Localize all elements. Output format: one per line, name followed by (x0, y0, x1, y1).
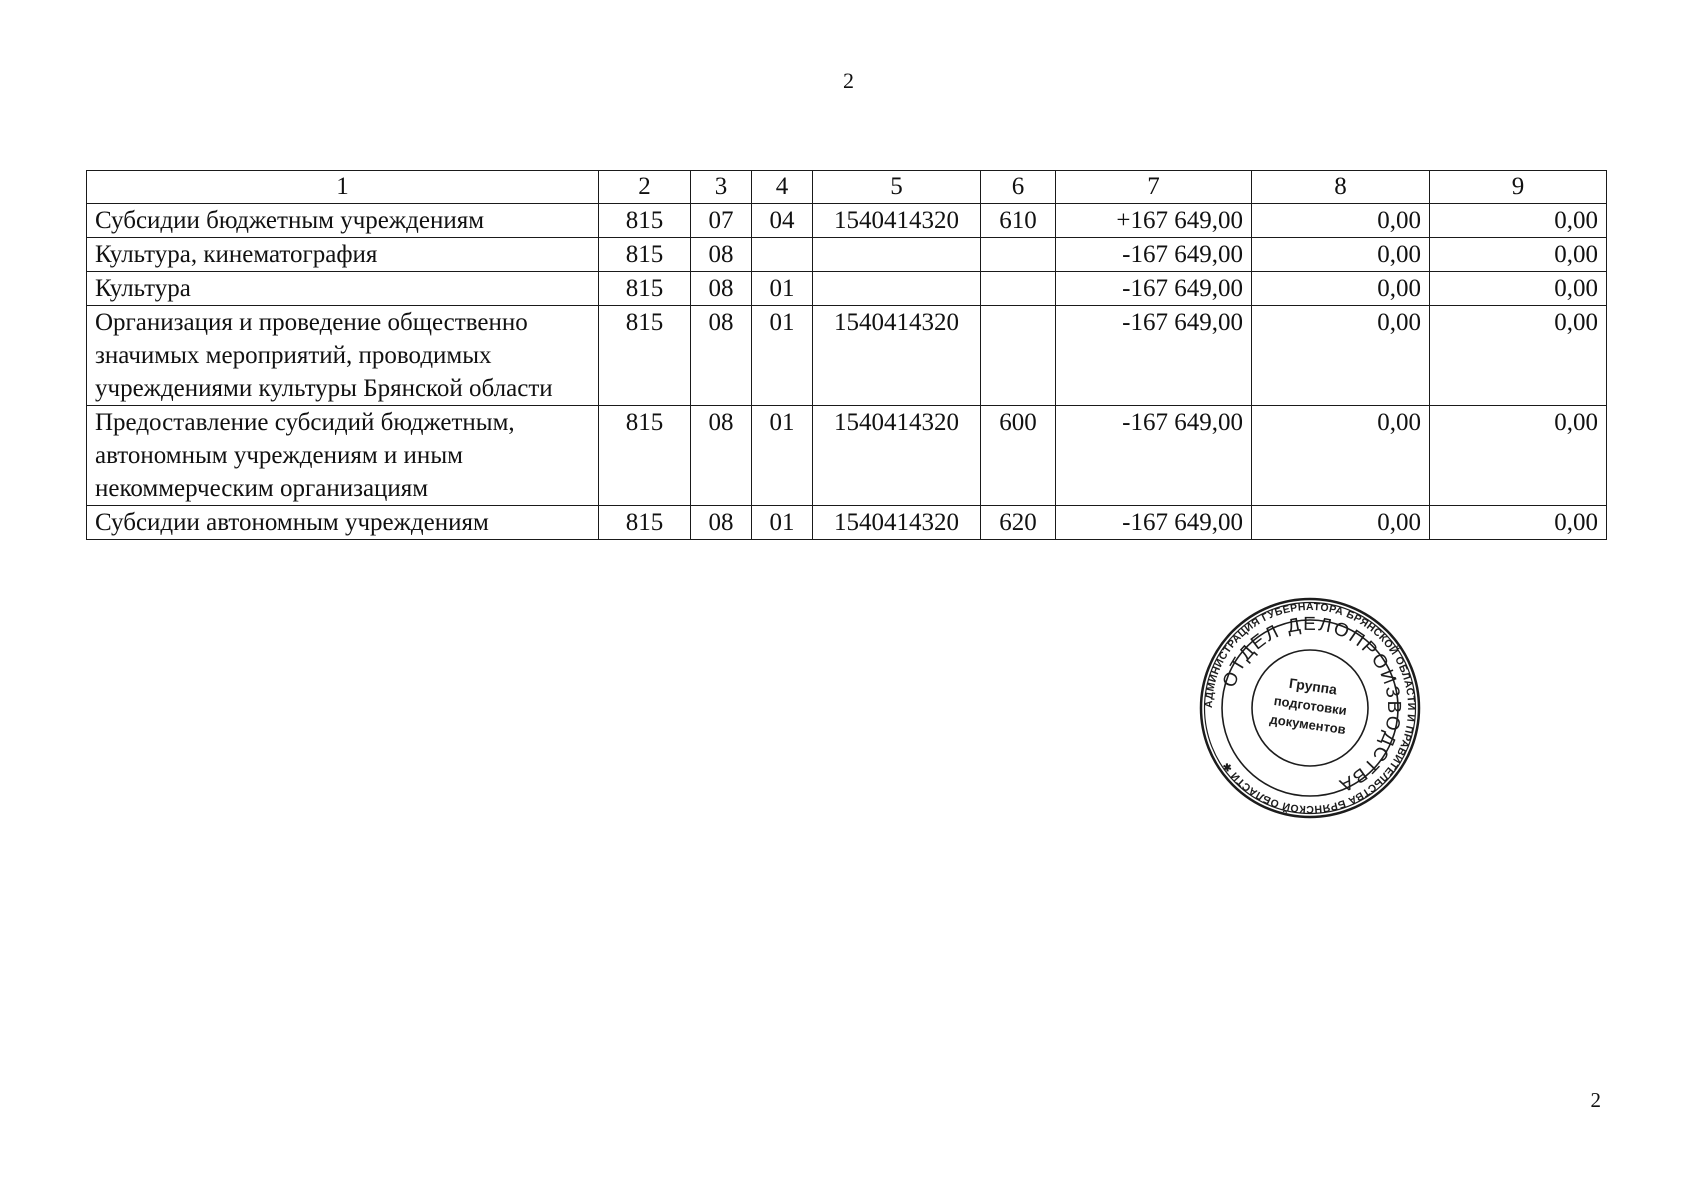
cell-col3: 08 (691, 406, 752, 506)
cell-col6 (981, 306, 1056, 406)
table-row (87, 272, 1607, 306)
cell-col5: 1540414320 (813, 506, 981, 540)
page-number-top: 2 (843, 68, 854, 93)
page-number-bottom: 2 (1590, 1088, 1601, 1112)
cell-col2: 815 (599, 306, 691, 406)
cell-col5 (813, 238, 981, 272)
stamp-center-line2: подготовки (1272, 692, 1348, 719)
header-cell: 7 (1056, 171, 1252, 204)
cell-col5: 1540414320 (813, 406, 981, 506)
header-cell: 6 (981, 171, 1056, 204)
header-cell: 2 (599, 171, 691, 204)
row-name: Субсидии бюджетным учреждениям (87, 204, 599, 238)
cell-col6 (981, 272, 1056, 306)
cell-col2: 815 (599, 238, 691, 272)
budget-table (86, 170, 1607, 540)
header-cell: 4 (752, 171, 813, 204)
cell-col5: 1540414320 (813, 204, 981, 238)
row-name: Организация и проведение общественно значимых мероприятий, проводимых учреждениями культуры Брянской области (87, 306, 599, 406)
cell-col8: 0,00 (1252, 506, 1430, 540)
header-cell: 5 (813, 171, 981, 204)
stamp-center-line3: документов (1268, 711, 1347, 738)
stamp-middle-text: ОТДЕЛ ДЕЛОПРОИЗВОДСТВА (1219, 613, 1405, 797)
cell-col9: 0,00 (1430, 272, 1607, 306)
table-row (87, 238, 1607, 272)
row-name: Субсидии автономным учреждениям (87, 506, 599, 540)
table-header-row (87, 171, 1607, 204)
cell-col9: 0,00 (1430, 406, 1607, 506)
cell-col9: 0,00 (1430, 238, 1607, 272)
cell-col8: 0,00 (1252, 306, 1430, 406)
stamp-outer-text: АДМИНИСТРАЦИЯ ГУБЕРНАТОРА БРЯНСКОЙ ОБЛАСТИ И ПРАВИТЕЛЬСТВА БРЯНСКОЙ ОБЛАСТИ ✱ (1202, 600, 1418, 816)
cell-col3: 08 (691, 238, 752, 272)
table-row (87, 306, 1607, 406)
header-cell: 9 (1430, 171, 1607, 204)
cell-col2: 815 (599, 272, 691, 306)
row-name: Предоставление субсидий бюджетным, автономным учреждениям и иным некоммерческим организациям (87, 406, 599, 506)
cell-col7: -167 649,00 (1056, 406, 1252, 506)
cell-col9: 0,00 (1430, 306, 1607, 406)
cell-col4 (752, 238, 813, 272)
cell-col7: +167 649,00 (1056, 204, 1252, 238)
cell-col6 (981, 238, 1056, 272)
cell-col5 (813, 272, 981, 306)
table-row (87, 406, 1607, 506)
cell-col3: 07 (691, 204, 752, 238)
cell-col3: 08 (691, 506, 752, 540)
cell-col4: 01 (752, 272, 813, 306)
header-cell: 8 (1252, 171, 1430, 204)
row-name: Культура, кинематография (87, 238, 599, 272)
cell-col4: 04 (752, 204, 813, 238)
cell-col2: 815 (599, 406, 691, 506)
cell-col9: 0,00 (1430, 506, 1607, 540)
cell-col2: 815 (599, 204, 691, 238)
stamp-center (1269, 673, 1352, 737)
cell-col7: -167 649,00 (1056, 506, 1252, 540)
cell-col4: 01 (752, 406, 813, 506)
stamp-center-line1: Группа (1288, 674, 1339, 698)
cell-col3: 08 (691, 306, 752, 406)
office-stamp (1198, 596, 1422, 820)
cell-col4: 01 (752, 306, 813, 406)
cell-col7: -167 649,00 (1056, 238, 1252, 272)
row-name: Культура (87, 272, 599, 306)
cell-col9: 0,00 (1430, 204, 1607, 238)
cell-col2: 815 (599, 506, 691, 540)
cell-col5: 1540414320 (813, 306, 981, 406)
cell-col8: 0,00 (1252, 272, 1430, 306)
table-row (87, 506, 1607, 540)
cell-col6: 610 (981, 204, 1056, 238)
cell-col7: -167 649,00 (1056, 272, 1252, 306)
header-cell: 1 (87, 171, 599, 204)
table-row (87, 204, 1607, 238)
header-cell: 3 (691, 171, 752, 204)
cell-col8: 0,00 (1252, 238, 1430, 272)
cell-col8: 0,00 (1252, 406, 1430, 506)
cell-col4: 01 (752, 506, 813, 540)
cell-col3: 08 (691, 272, 752, 306)
cell-col7: -167 649,00 (1056, 306, 1252, 406)
cell-col6: 620 (981, 506, 1056, 540)
cell-col6: 600 (981, 406, 1056, 506)
cell-col8: 0,00 (1252, 204, 1430, 238)
